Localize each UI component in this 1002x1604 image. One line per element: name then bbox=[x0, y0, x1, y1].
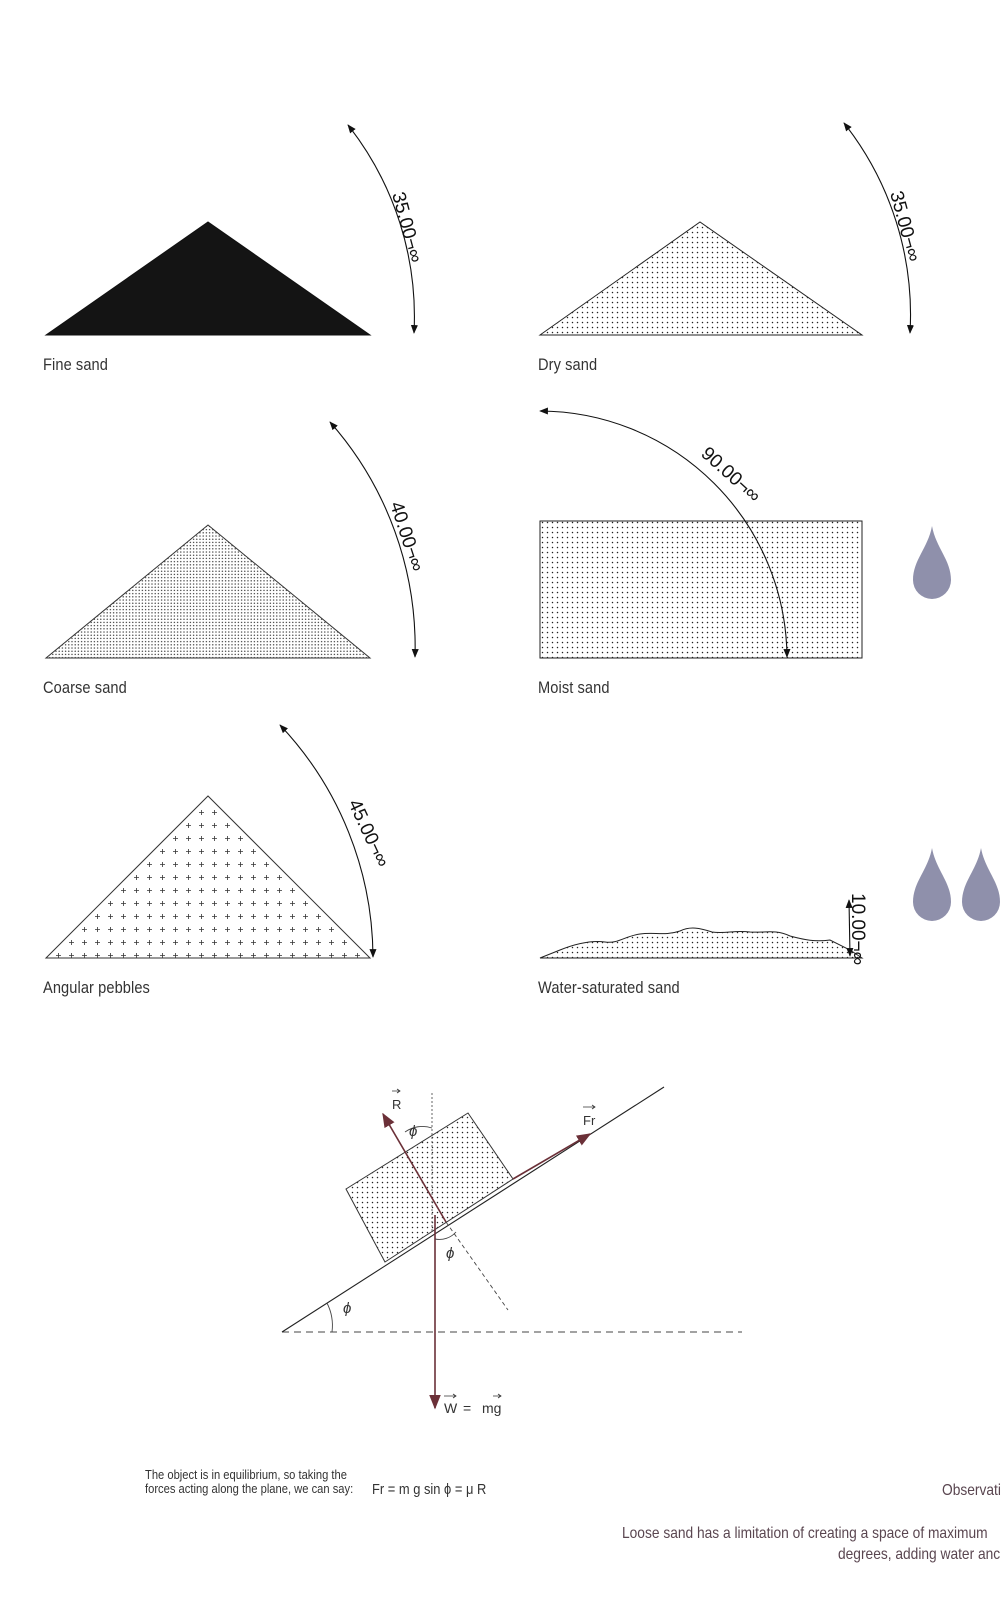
vector-bar-W bbox=[444, 1394, 456, 1398]
angle-label: 10.00¬∞ bbox=[847, 893, 868, 966]
block bbox=[346, 1113, 513, 1262]
angle-label: 40.00¬∞ bbox=[385, 499, 428, 575]
pile-shape bbox=[540, 928, 862, 958]
angle-arc-base bbox=[327, 1303, 332, 1332]
observations-line2: degrees, adding water anc bbox=[838, 1546, 1001, 1563]
vector-bar-g bbox=[493, 1394, 501, 1398]
observations-line1: Loose sand has a limitation of creating a space of maximum bbox=[622, 1525, 988, 1542]
pile-shape bbox=[540, 222, 862, 335]
pile-name-moist-sand: Moist sand bbox=[538, 678, 610, 697]
angle-label: 35.00¬∞ bbox=[885, 188, 925, 265]
force-label-Fr: Fr bbox=[583, 1113, 596, 1128]
pile-shape bbox=[46, 525, 370, 658]
angle-label: 45.00¬∞ bbox=[343, 796, 394, 871]
pile-name-dry-sand: Dry sand bbox=[538, 355, 598, 374]
angle-arc-bottom bbox=[435, 1232, 456, 1239]
equilibrium-note-line1: The object is in equilibrium, so taking the bbox=[145, 1467, 347, 1482]
phi-label-base: ϕ bbox=[343, 1300, 352, 1317]
water-drop-icon bbox=[913, 526, 951, 599]
equilibrium-formula: Fr = m g sin ϕ = μ R bbox=[372, 1481, 487, 1498]
pile-shape bbox=[540, 521, 862, 658]
water-drop-icon bbox=[913, 848, 951, 921]
vector-bar-R bbox=[392, 1089, 400, 1093]
pile-coarse-sand bbox=[46, 422, 428, 658]
pile-dry-sand bbox=[540, 123, 924, 335]
pile-fine-sand bbox=[46, 125, 426, 335]
phi-label-bottom: ϕ bbox=[446, 1245, 455, 1262]
weight-label-eq: = bbox=[463, 1400, 472, 1416]
pile-moist-sand bbox=[540, 411, 951, 658]
water-drop-icon bbox=[962, 848, 1000, 921]
pile-angular-pebbles bbox=[46, 725, 393, 958]
equilibrium-note-line2: forces acting along the plane, we can say: bbox=[145, 1481, 354, 1496]
pile-name-water-saturated-sand: Water-saturated sand bbox=[538, 978, 680, 997]
force-label-R: R bbox=[392, 1097, 402, 1112]
angle-label: 90.00¬∞ bbox=[696, 443, 765, 508]
pile-name-coarse-sand: Coarse sand bbox=[43, 678, 127, 697]
incline-force-diagram bbox=[282, 1087, 742, 1416]
angle-label: 35.00¬∞ bbox=[387, 189, 427, 266]
vector-bar-Fr bbox=[583, 1105, 595, 1109]
pile-shape bbox=[46, 796, 370, 958]
weight-label-W: W bbox=[444, 1400, 458, 1416]
pile-name-fine-sand: Fine sand bbox=[43, 355, 108, 374]
observations-title: Observati bbox=[942, 1482, 1001, 1499]
pile-name-angular-pebbles: Angular pebbles bbox=[43, 978, 150, 997]
friction-force-arrow bbox=[513, 1134, 590, 1179]
pile-shape bbox=[46, 222, 370, 335]
phi-label-top: ϕ bbox=[409, 1123, 418, 1140]
pile-water-saturated-sand bbox=[540, 848, 1000, 965]
normal-dashed-line bbox=[446, 1222, 508, 1310]
weight-label-mg: mg bbox=[482, 1400, 502, 1416]
